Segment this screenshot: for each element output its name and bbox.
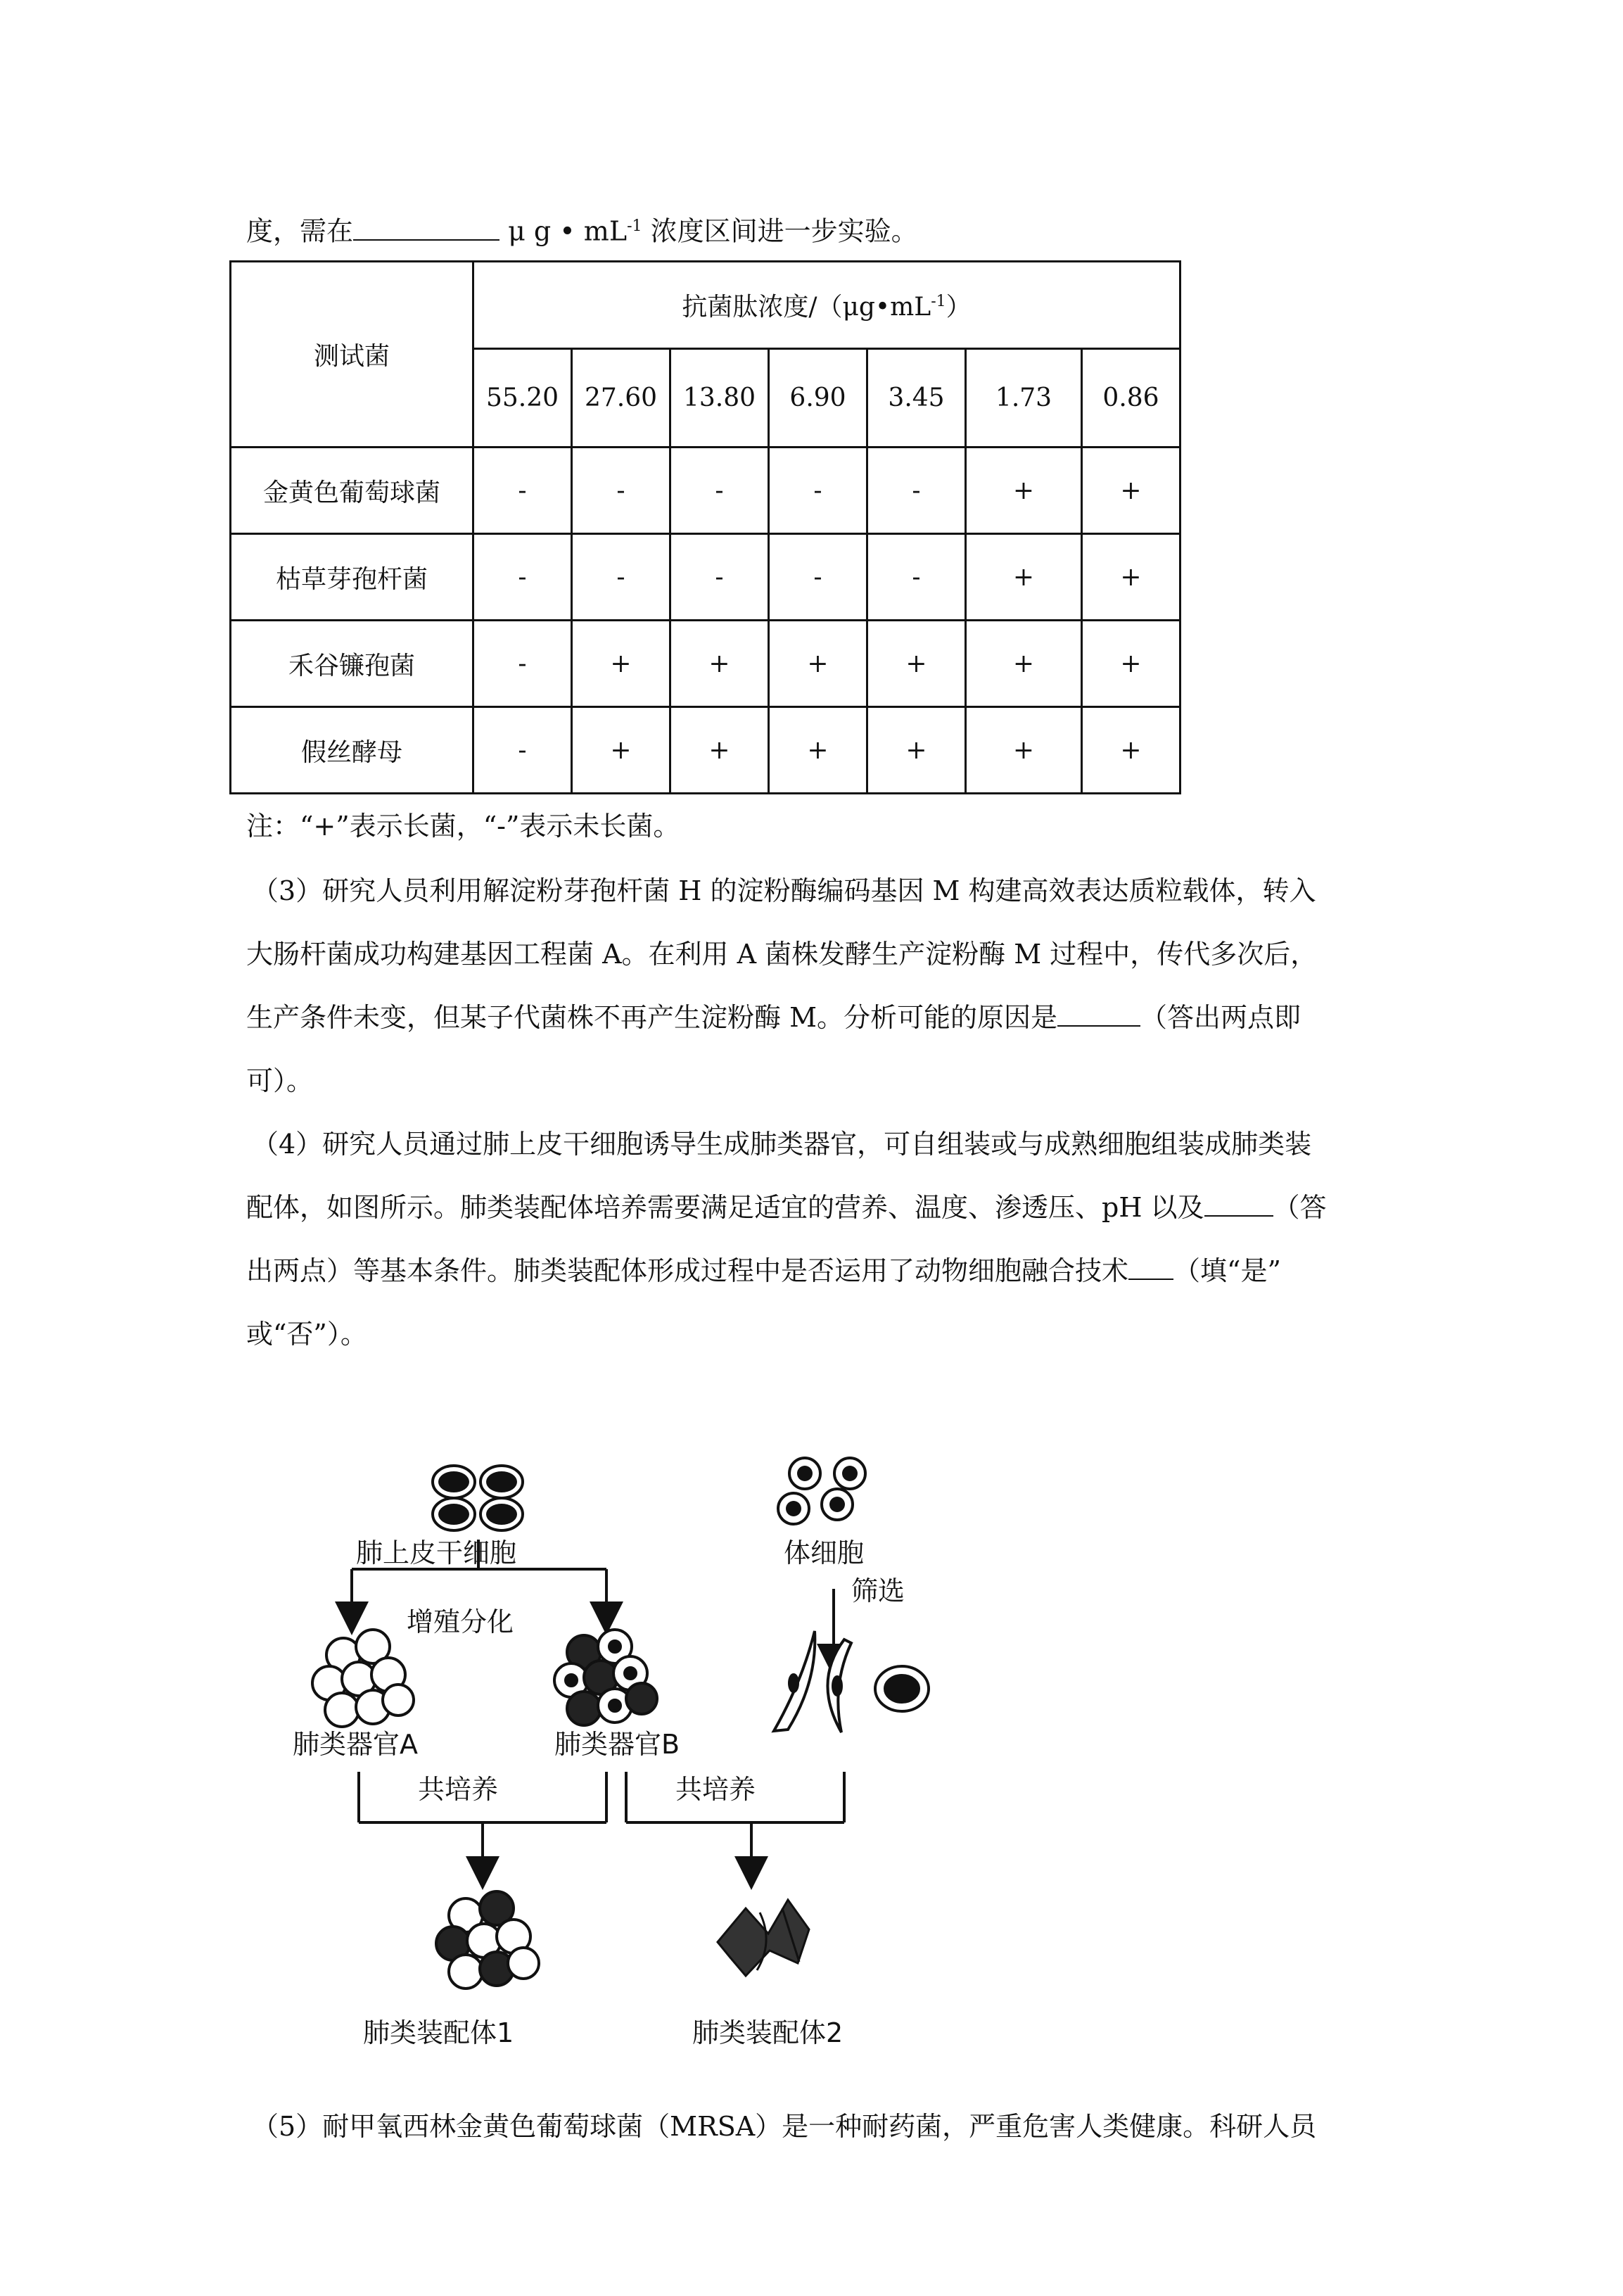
proliferation-label: 增殖分化	[407, 1606, 514, 1637]
table-cell: +	[966, 621, 1082, 707]
table-cell: -	[670, 448, 769, 534]
table-cell: +	[1082, 707, 1180, 794]
conc-header: 27.60	[572, 349, 670, 448]
coculture-label-2: 共培养	[675, 1774, 756, 1805]
coculture-label-1: 共培养	[418, 1774, 499, 1805]
table-cell: -	[769, 448, 867, 534]
q3-line-1: （3）研究人员利用解淀粉芽孢杆菌 H 的淀粉酶编码基因 M 构建高效表达质粒载体，转入	[252, 875, 1316, 906]
intro-unit-sup: -1	[627, 217, 642, 235]
table-row-header: 测试菌	[231, 262, 473, 448]
strain-name: 禾谷镰孢菌	[231, 621, 473, 707]
conc-header: 55.20	[473, 349, 572, 448]
table-cell: +	[1082, 621, 1180, 707]
table-cell: -	[769, 534, 867, 621]
assembloid-2-label: 肺类装配体2	[692, 2017, 844, 2048]
organoid-b-icon	[554, 1630, 657, 1725]
stem-cell-label: 肺上皮干细胞	[356, 1537, 517, 1568]
intro-before: 度，需在	[246, 215, 354, 247]
conc-header: 0.86	[1082, 349, 1180, 448]
group-header-end: ）	[946, 293, 972, 322]
table-cell: -	[867, 534, 966, 621]
organoid-b-label: 肺类器官B	[554, 1729, 680, 1760]
mature-cells-icon	[774, 1631, 929, 1732]
table-cell: +	[769, 707, 867, 794]
table-cell: -	[473, 534, 572, 621]
q4-line-3-before: 出两点）等基本条件。肺类装配体形成过程中是否运用了动物细胞融合技术	[246, 1255, 1129, 1286]
conc-header: 13.80	[670, 349, 769, 448]
table-cell: -	[473, 448, 572, 534]
table-cell: -	[473, 621, 572, 707]
somatic-cells-icon	[778, 1458, 865, 1524]
table-cell: -	[572, 534, 670, 621]
table-cell: +	[966, 707, 1082, 794]
assembloid-1-icon	[436, 1891, 539, 1989]
table-cell: +	[966, 448, 1082, 534]
group-header-text: 抗菌肽浓度/（μg•mL	[682, 293, 931, 322]
q4-line-2-after: （答	[1273, 1192, 1327, 1223]
table-cell: +	[1082, 534, 1180, 621]
conc-header: 3.45	[867, 349, 966, 448]
table-cell: +	[966, 534, 1082, 621]
group-header-sup: -1	[931, 293, 946, 310]
q3-line-3-after: （答出两点即	[1140, 1002, 1301, 1033]
table-cell: -	[867, 448, 966, 534]
table-cell: +	[572, 707, 670, 794]
table-cell: +	[670, 707, 769, 794]
table-cell: +	[1082, 448, 1180, 534]
q3-line-4: 可）。	[246, 1065, 314, 1096]
stem-cells-icon	[433, 1466, 523, 1530]
conc-header: 1.73	[966, 349, 1082, 448]
table-cell: +	[769, 621, 867, 707]
organoid-a-label: 肺类器官A	[293, 1729, 418, 1760]
q4-line-1: （4）研究人员通过肺上皮干细胞诱导生成肺类器官，可自组装或与成熟细胞组装成肺类装	[252, 1129, 1312, 1160]
intro-unit: μ g • mL	[508, 215, 628, 247]
assembloid-2-icon	[718, 1900, 809, 1976]
table-cell: -	[572, 448, 670, 534]
q4-line-3-after: （填“是”	[1173, 1255, 1281, 1286]
table-cell: +	[670, 621, 769, 707]
table-cell: +	[867, 707, 966, 794]
assembloid-1-label: 肺类装配体1	[363, 2017, 514, 2048]
strain-name: 枯草芽孢杆菌	[231, 534, 473, 621]
q5-line-1: （5）耐甲氧西林金黄色葡萄球菌（MRSA）是一种耐药菌，严重危害人类健康。科研人员	[252, 2111, 1317, 2142]
organoid-a-icon	[312, 1630, 414, 1727]
strain-name: 金黄色葡萄球菌	[231, 448, 473, 534]
somatic-cell-label: 体细胞	[784, 1537, 865, 1568]
q4-line-4: 或“否”）。	[246, 1319, 367, 1350]
intro-after: 浓度区间进一步实验。	[642, 215, 918, 247]
table-cell: -	[473, 707, 572, 794]
table-note: 注：“+”表示长菌，“-”表示未长菌。	[246, 811, 680, 842]
q3-line-3-before: 生产条件未变，但某子代菌株不再产生淀粉酶 M。分析可能的原因是	[246, 1002, 1057, 1033]
table-cell: +	[867, 621, 966, 707]
q4-line-2-before: 配体，如图所示。肺类装配体培养需要满足适宜的营养、温度、渗透压、pH 以及	[246, 1192, 1204, 1223]
strain-name: 假丝酵母	[231, 707, 473, 794]
q3-line-2: 大肠杆菌成功构建基因工程菌 A。在利用 A 菌株发酵生产淀粉酶 M 过程中，传代多次后，	[246, 939, 1318, 970]
table-cell: -	[670, 534, 769, 621]
conc-header: 6.90	[769, 349, 867, 448]
table-cell: +	[572, 621, 670, 707]
screen-label: 筛选	[851, 1575, 905, 1606]
